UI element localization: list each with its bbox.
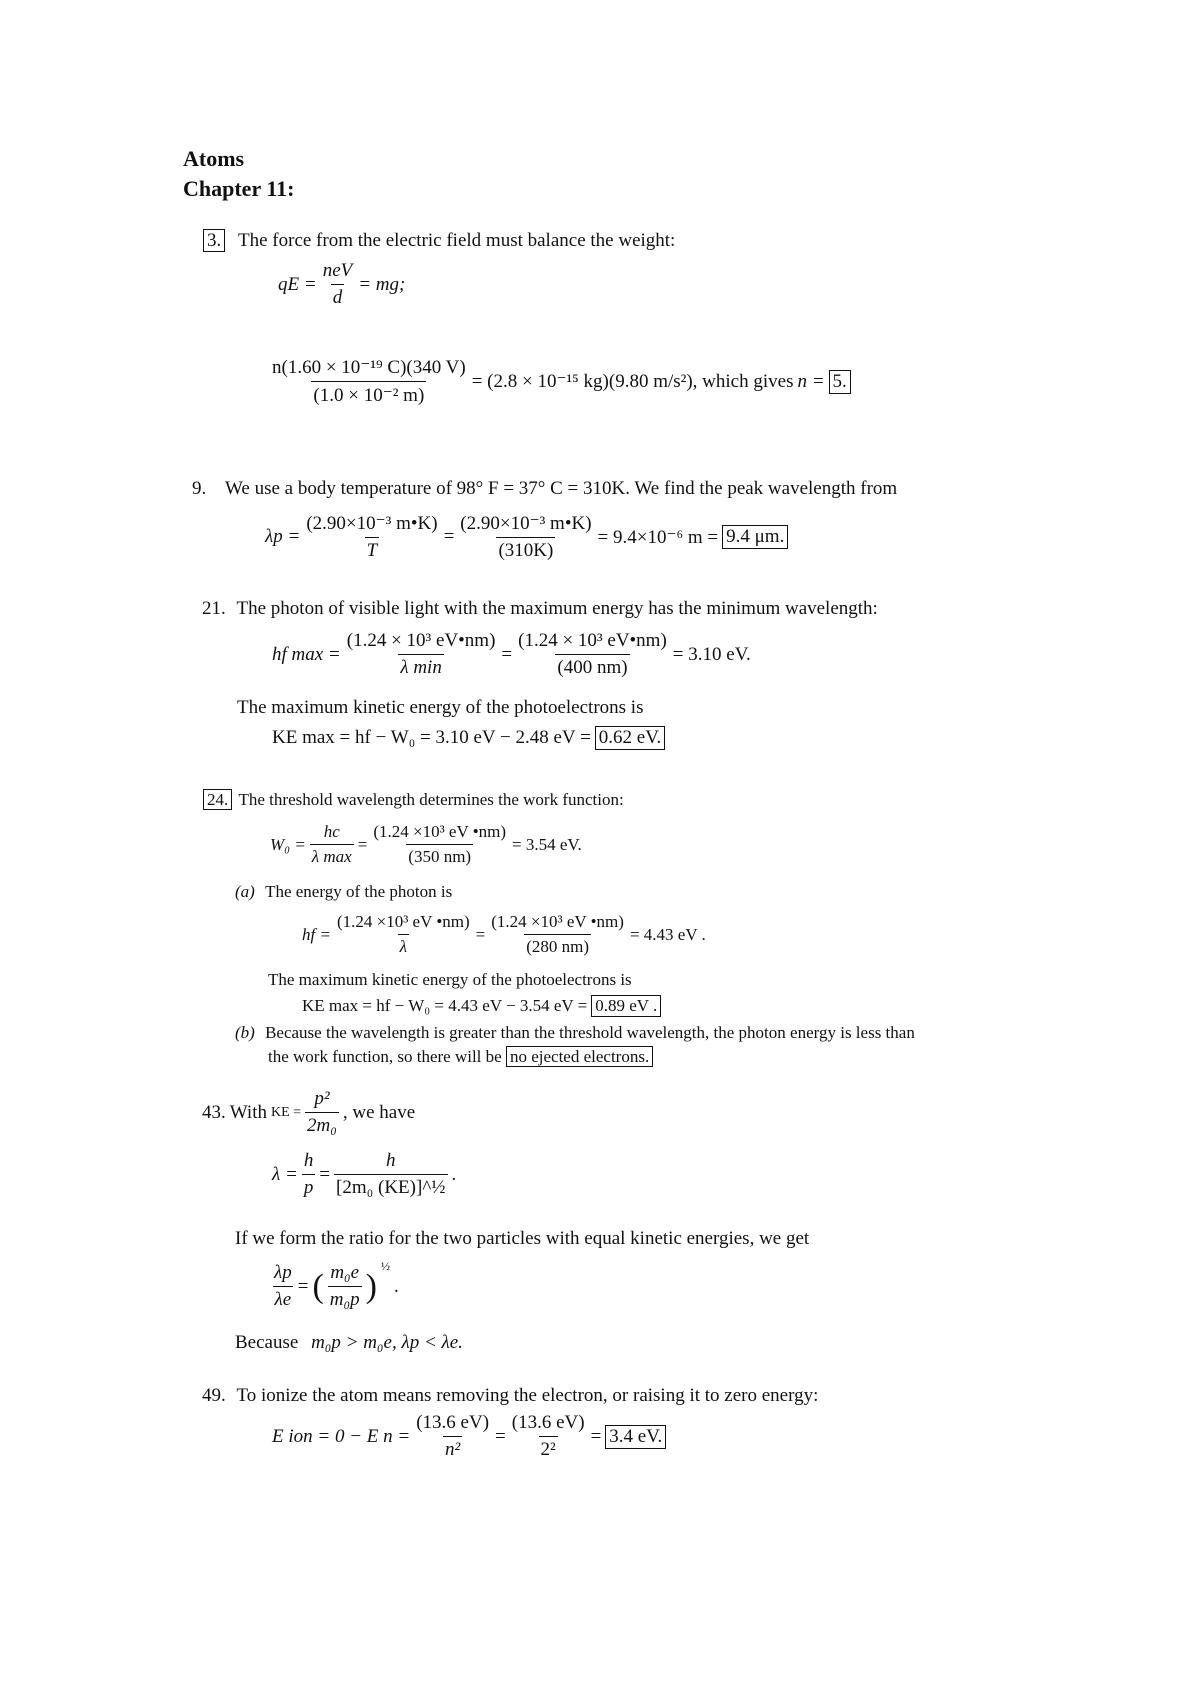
problem-43-conclusion bbox=[235, 1332, 463, 1354]
fraction-numerator: (1.24 ×10³ eV •nm) bbox=[336, 912, 470, 931]
problem-49-equation: E ion = 0 − E n = $\frac{(13.6 eV)}{\text{n²}}$ = $\frac{(13.6 eV)}{\text{2²}}$ = 3.4 eV. bbox=[272, 1412, 666, 1461]
eq-lhs: E ion = 0 − E n = bbox=[272, 1425, 411, 1447]
answer-box: no ejected electrons. bbox=[506, 1046, 653, 1067]
part-text: Because the wavelength is greater than the threshold wavelength, the photon energy is less than bbox=[265, 1023, 915, 1042]
fraction bbox=[334, 1150, 447, 1199]
eq-lhs: W₀ = bbox=[270, 834, 306, 854]
problem-3-intro bbox=[203, 230, 675, 252]
fraction bbox=[272, 1262, 294, 1311]
problem-9-text: We use a body temperature of 98° F = 37° C = 310K. We find the peak wavelength from bbox=[225, 478, 898, 499]
ke-label: KE = bbox=[270, 1104, 302, 1120]
fraction-denominator: d bbox=[331, 284, 345, 309]
doc-title: Atoms bbox=[183, 146, 245, 171]
answer-box: 9.4 μm. bbox=[722, 525, 788, 549]
fraction bbox=[516, 630, 669, 679]
problem-43-number: 43. bbox=[202, 1101, 226, 1123]
fraction bbox=[414, 1412, 491, 1461]
answer-box: 5. bbox=[829, 370, 851, 394]
part-label: (a) bbox=[235, 882, 255, 901]
fraction-numerator: (1.24 ×10³ eV •nm) bbox=[373, 822, 507, 841]
problem-3-number: 3. bbox=[203, 229, 225, 252]
fraction-denominator: (350 nm) bbox=[406, 844, 473, 867]
ke-equation: KE max = hf − W₀ = 3.10 eV − 2.48 eV = bbox=[272, 727, 591, 748]
fraction-numerator: p² bbox=[314, 1088, 330, 1109]
answer-box: 0.62 eV. bbox=[595, 726, 665, 750]
eq-lhs: qE = bbox=[278, 273, 317, 295]
fraction-numerator: hc bbox=[323, 822, 340, 841]
problem-24-ke-equation bbox=[302, 995, 661, 1017]
eq-lhs: hf = bbox=[302, 924, 331, 944]
eq-rhs: = bbox=[590, 1425, 602, 1447]
n-label: n = bbox=[797, 370, 825, 392]
fraction bbox=[335, 912, 472, 957]
problem-24-intro bbox=[203, 790, 624, 810]
problem-24-part-b-continued bbox=[268, 1047, 653, 1067]
fraction-denominator: m₀p bbox=[328, 1286, 362, 1311]
problem-24-text: The threshold wavelength determines the work function: bbox=[238, 790, 624, 809]
fraction-denominator: λ bbox=[398, 934, 409, 957]
answer-box: 3.4 eV. bbox=[605, 1425, 666, 1449]
fraction-denominator: λe bbox=[273, 1286, 294, 1311]
problem-3-equation-2 bbox=[270, 356, 851, 407]
fraction-numerator: (1.24 × 10³ eV•nm) bbox=[518, 630, 667, 651]
eq-rhs: = 3.54 eV. bbox=[512, 834, 582, 854]
fraction-numerator: n(1.60 × 10⁻¹⁹ C)(340 V) bbox=[272, 357, 466, 378]
fraction-denominator: 2² bbox=[539, 1436, 558, 1461]
problem-9-equation: λp = $\frac{\text{(2.90×10⁻³ m•K)}}{T}$ = $\frac{\text{(2.90×10⁻³ m•K)}}{(310K)}$ = 9.4×10⁻⁶ m = 9.4 μm. bbox=[265, 512, 788, 562]
fraction-numerator: (13.6 eV) bbox=[416, 1412, 490, 1433]
fraction-denominator: λ max bbox=[310, 844, 354, 867]
eq-rhs: = mg; bbox=[358, 273, 406, 295]
answer-box: 0.89 eV . bbox=[591, 995, 661, 1017]
fraction-denominator: 2m₀ bbox=[305, 1112, 339, 1137]
fraction-numerator: h bbox=[386, 1150, 396, 1171]
fraction bbox=[302, 1150, 316, 1199]
with-text: With bbox=[229, 1101, 267, 1123]
fraction bbox=[489, 912, 626, 957]
fraction-numerator: neV bbox=[322, 260, 353, 281]
fraction bbox=[321, 260, 355, 309]
part-label: (b) bbox=[235, 1023, 255, 1042]
fraction bbox=[305, 1088, 339, 1137]
problem-24-number: 24. bbox=[203, 789, 232, 810]
eq-rhs: = (2.8 × 10⁻¹⁵ kg)(9.80 m/s²), which gives bbox=[471, 371, 794, 392]
fraction-numerator: (2.90×10⁻³ m•K) bbox=[460, 513, 592, 534]
eq-rhs: = 4.43 eV . bbox=[629, 924, 706, 944]
chapter-heading: Chapter 11: bbox=[183, 176, 295, 201]
problem-24-photon-energy-equation: hf = $\frac{\text{(1.24 ×10³ eV •nm)}}{\lambda}$ = $\frac{\text{(1.24 ×10³ eV •nm)}}{(280 nm)}$ = 4.43 eV . bbox=[302, 912, 706, 956]
problem-9-intro bbox=[192, 478, 897, 500]
fraction-denominator: p bbox=[302, 1174, 316, 1199]
fraction bbox=[371, 822, 508, 867]
fraction-denominator: [2m₀ (KE)]^½ bbox=[334, 1174, 447, 1199]
problem-21-number: 21. bbox=[202, 598, 226, 619]
problem-24-work-function-equation: W₀ = $\frac{hc}{\text{λ max}}$ = $\frac{\text{(1.24 ×10³ eV •nm)}}{(350 nm)}$ = 3.54 eV. bbox=[270, 822, 582, 866]
problem-43-wavelength-equation: λ = $\frac{h}{p}$ = $\frac{h}{\text{[2m₀ (KE)]\textasciicircum{}½}}$ . bbox=[272, 1150, 457, 1198]
part-text: The energy of the photon is bbox=[265, 882, 453, 901]
part-text: the work function, so there will be bbox=[268, 1047, 502, 1066]
eq-lhs: λ = bbox=[272, 1163, 298, 1185]
problem-21-ke-equation bbox=[272, 726, 665, 750]
fraction bbox=[304, 512, 439, 562]
problem-24-part-b bbox=[235, 1023, 915, 1043]
problem-24-text-2: The maximum kinetic energy of the photoelectrons is bbox=[268, 970, 632, 989]
fraction-numerator: (2.90×10⁻³ m•K) bbox=[306, 513, 438, 534]
ke-equation: KE max = hf − W₀ = 4.43 eV − 3.54 eV = bbox=[302, 996, 588, 1015]
problem-49-number: 49. bbox=[202, 1385, 226, 1406]
fraction-numerator: m₀e bbox=[330, 1262, 360, 1283]
problem-21-text: The photon of visible light with the maximum energy has the minimum wavelength: bbox=[236, 598, 878, 619]
problem-21-equation: hf max = $\frac{\text{(1.24 × 10³ eV•nm)}}{\text{λ min}}$ = $\frac{\text{(1.24 × 10³ eV•nm)}}{(400 nm)}$ = 3.10 eV. bbox=[272, 630, 751, 678]
problem-21-text-2: The maximum kinetic energy of the photoelectrons is bbox=[237, 697, 644, 718]
problem-49-intro bbox=[202, 1385, 818, 1407]
problem-43-intro bbox=[202, 1088, 415, 1137]
eq-lhs: λp = bbox=[265, 526, 301, 547]
problem-21-intro bbox=[202, 598, 878, 620]
problem-43-ratio-equation: $\frac{\lambda p}{\lambda e}$ = ( $\frac{\text{m₀e}}{\text{m₀p}}$ ) $^{\frac{1}{2}}$ . bbox=[274, 1259, 399, 1310]
fraction bbox=[510, 1412, 587, 1461]
eq-end: . bbox=[451, 1163, 457, 1185]
fraction-denominator: λ min bbox=[398, 654, 443, 679]
fraction bbox=[328, 1262, 362, 1311]
problem-9-number: 9. bbox=[192, 478, 207, 499]
fraction-denominator: (400 nm) bbox=[555, 654, 629, 679]
eq-rhs: = 9.4×10⁻⁶ m = bbox=[597, 526, 719, 548]
fraction-numerator: λp bbox=[274, 1262, 292, 1283]
fraction-denominator: (1.0 × 10⁻² m) bbox=[311, 381, 426, 407]
eq-rhs: = 3.10 eV. bbox=[672, 643, 751, 665]
fraction bbox=[270, 356, 468, 407]
problem-49-text: To ionize the atom means removing the electron, or raising it to zero energy: bbox=[236, 1385, 819, 1406]
fraction-denominator: n² bbox=[443, 1436, 462, 1461]
fraction bbox=[458, 512, 593, 562]
fraction bbox=[345, 630, 498, 679]
fraction-denominator: T bbox=[365, 537, 380, 562]
we-have-text: , we have bbox=[342, 1101, 416, 1123]
eq-lhs: hf max = bbox=[272, 643, 341, 665]
conclusion-equation: m₀p > m₀e, λp < λe. bbox=[311, 1332, 463, 1353]
fraction-numerator: h bbox=[303, 1150, 314, 1171]
fraction-numerator: (1.24 × 10³ eV•nm) bbox=[346, 630, 496, 651]
fraction-denominator: (310K) bbox=[496, 537, 555, 562]
fraction-denominator: (280 nm) bbox=[524, 934, 591, 957]
fraction-numerator: (13.6 eV) bbox=[511, 1412, 585, 1433]
fraction bbox=[310, 822, 354, 867]
problem-3-equation-1 bbox=[278, 260, 405, 309]
problem-24-part-a bbox=[235, 882, 452, 902]
problem-3-text: The force from the electric field must balance the weight: bbox=[238, 230, 676, 251]
problem-43-text-2: If we form the ratio for the two particles with equal kinetic energies, we get bbox=[235, 1228, 810, 1249]
because-text: Because bbox=[235, 1332, 299, 1353]
exponent: ½ bbox=[380, 1259, 390, 1273]
fraction-numerator: (1.24 ×10³ eV •nm) bbox=[491, 912, 624, 931]
